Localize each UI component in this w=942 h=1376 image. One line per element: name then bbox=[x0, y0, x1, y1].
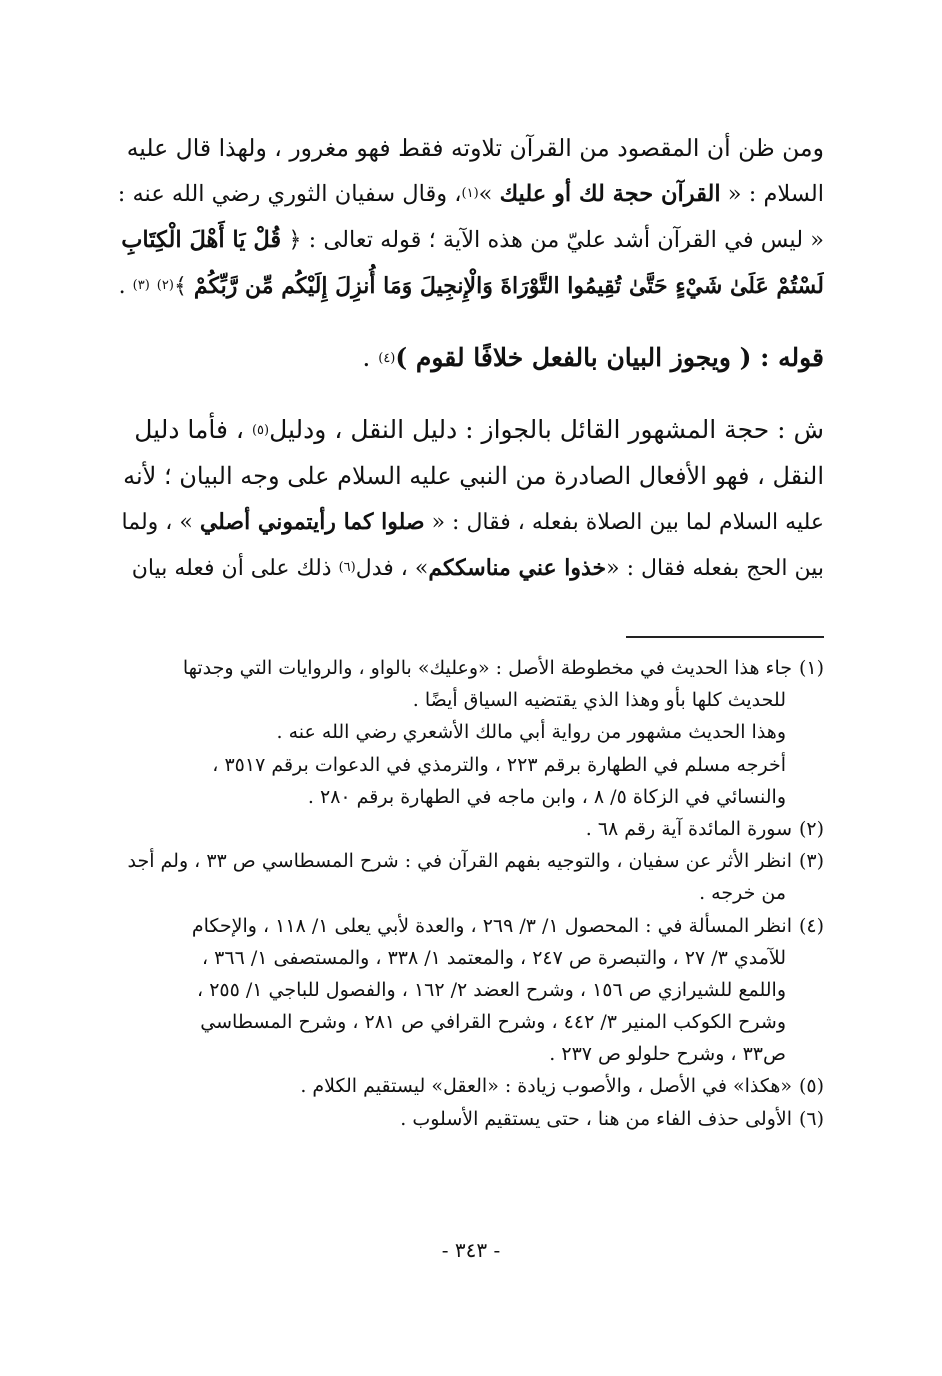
sharh-line-1-end: ، فأما دليل bbox=[134, 415, 252, 444]
qawl-end: . bbox=[362, 343, 379, 372]
sharh-line-3-start: عليه السلام لما بين الصلاة بفعله ، فقال : « bbox=[424, 510, 824, 535]
main-text bbox=[118, 125, 824, 591]
main-line-4-end: . bbox=[118, 274, 133, 299]
main-line-1 bbox=[118, 125, 824, 171]
footnote-4-line-5 bbox=[118, 1038, 824, 1070]
main-line-3 bbox=[118, 217, 824, 263]
hadith-quran-proof: القرآن حجة لك أو عليك bbox=[499, 181, 721, 207]
main-line-2-end: ، وقال سفيان الثوري رضي الله عنه : bbox=[118, 181, 462, 207]
footnote-4-text: وشرح الكوكب المنير ٣/ ٤٤٢ ، وشرح القرافي ص ٢٨١ ، وشرح المسطاسي bbox=[200, 1011, 786, 1034]
footnote-1-number: (١) bbox=[798, 657, 824, 679]
footnote-5-number: (٥) bbox=[798, 1075, 824, 1098]
footnote-1-line-3 bbox=[118, 716, 824, 748]
footnote-4-line-2 bbox=[118, 942, 824, 974]
main-line-4 bbox=[118, 263, 824, 309]
verse-bracket-close: ﴾ bbox=[173, 274, 194, 299]
sharh-line-1-start: ش : حجة المشهور القائل بالجواز : دليل النقل ، ودليل bbox=[269, 415, 824, 444]
sharh-line-4 bbox=[118, 545, 824, 591]
footnote-1-line-2 bbox=[118, 684, 824, 716]
footnote-1-text: للحديث كلها بأو وهذا الذي يقتضيه السياق أيضًا . bbox=[412, 689, 786, 712]
quran-verse-part-2: لَسْتُمْ عَلَىٰ شَيْءٍ حَتَّىٰ تُقِيمُوا التَّوْرَاةَ وَالْإِنجِيلَ وَمَا أُنزِلَ إِلَيْكُم مِّن رَّبِّكُمْ bbox=[193, 273, 824, 299]
footnote-3-number: (٣) bbox=[798, 850, 824, 873]
footnote-ref-3: (٣) bbox=[132, 278, 150, 293]
page-number: - ٣٤٣ - bbox=[441, 1238, 501, 1262]
footnote-4-text: انظر المسألة في : المحصول ١/ ٣/ ٢٦٩ ، والعدة لأبي يعلى ١/ ١١٨ ، والإحكام bbox=[191, 914, 792, 937]
qawl-text: ( ويجوز البيان بالفعل خلافًا لقوم ) bbox=[395, 343, 752, 372]
footnote-4-line-3 bbox=[118, 974, 824, 1006]
main-line-3-start: « ليس في القرآن أشد عليّ من هذه الآية ؛ قوله تعالى : ﴿ bbox=[281, 227, 824, 253]
footnote-6-line-1 bbox=[118, 1103, 824, 1135]
footnote-4-line-1 bbox=[118, 910, 824, 942]
sharh-line-4-end: ذلك على أن فعله بيان bbox=[131, 556, 339, 581]
sharh-line-3-end: » ، ولما bbox=[121, 510, 200, 535]
footnote-1-line-1 bbox=[118, 652, 824, 684]
footnote-1-text: والنسائي في الزكاة ٥/ ٨ ، وابن ماجه في الطهارة برقم ٢٨٠ . bbox=[307, 785, 786, 808]
footnote-ref-5: (٥) bbox=[251, 423, 270, 438]
sharh-line-4-mid: » ، فدل bbox=[355, 556, 429, 581]
footnote-6-number: (٦) bbox=[798, 1107, 824, 1130]
footnote-ref-2: (٢) bbox=[156, 278, 174, 293]
sharh-line-3 bbox=[118, 499, 824, 545]
main-line-2-start: السلام : « bbox=[720, 181, 824, 207]
quote-close: » bbox=[478, 181, 500, 207]
footnote-ref-1: (١) bbox=[461, 186, 479, 201]
sharh-line-1 bbox=[118, 407, 824, 453]
hadith-hajj: خذوا عني مناسككم bbox=[428, 555, 607, 581]
sharh-line-2 bbox=[118, 453, 824, 499]
sharh-line-2-text: النقل ، فهو الأفعال الصادرة من النبي عليه السلام على وجه البيان ؛ لأنه bbox=[123, 462, 824, 490]
footnotes bbox=[118, 652, 824, 1135]
footnote-2-text: سورة المائدة آية رقم ٦٨ . bbox=[585, 817, 792, 840]
footnote-1-line-5 bbox=[118, 781, 824, 813]
qawl-label: قوله : bbox=[751, 343, 824, 372]
footnote-4-number: (٤) bbox=[798, 914, 824, 937]
footnote-3-text: من خرجه . bbox=[699, 882, 786, 905]
sharh-line-4-start: بين الحج بفعله فقال : « bbox=[606, 556, 824, 581]
footnote-4-text: للآمدي ٣/ ٢٧ ، والتبصرة ص ٢٤٧ ، والمعتمد ١/ ٣٣٨ ، والمستصفى ١/ ٣٦٦ ، bbox=[202, 946, 786, 969]
footnote-1-text: أخرجه مسلم في الطهارة برقم ٢٢٣ ، والترمذي في الدعوات برقم ٣٥١٧ ، bbox=[212, 753, 786, 776]
footnote-6-text: الأولى حذف الفاء من هنا ، حتى يستقيم الأسلوب . bbox=[400, 1107, 792, 1130]
footnote-ref-6: (٦) bbox=[338, 560, 356, 575]
qawl-line bbox=[118, 335, 824, 381]
footnote-5-text: «هكذا» في الأصل ، والأصوب زيادة : «العقل» ليستقيم الكلام . bbox=[300, 1075, 792, 1098]
footnote-1-text: جاء هذا الحديث في مخطوطة الأصل : «وعليك» بالواو ، والروايات التي وجدتها bbox=[182, 657, 792, 679]
footnote-separator bbox=[626, 636, 824, 638]
footnote-3-line-2 bbox=[118, 877, 824, 909]
footnote-4-text: واللمع للشيرازي ص ١٥٦ ، وشرح العضد ٢/ ١٦٢ ، والفصول للباجي ١/ ٢٥٥ ، bbox=[197, 978, 786, 1001]
footnote-1-line-4 bbox=[118, 749, 824, 781]
paragraph-gap bbox=[118, 309, 824, 335]
hadith-prayer: صلوا كما رأيتموني أصلي bbox=[199, 509, 425, 535]
footnote-5-line-1 bbox=[118, 1070, 824, 1102]
footnote-3-line-1 bbox=[118, 845, 824, 877]
footnote-ref-4: (٤) bbox=[378, 351, 396, 366]
footnote-2-line-1 bbox=[118, 813, 824, 845]
footnote-3-text: انظر الأثر عن سفيان ، والتوجيه بفهم القرآن في : شرح المسطاسي ص ٣٣ ، ولم أجد bbox=[127, 850, 792, 873]
quran-verse-part-1: قُلْ يَا أَهْلَ الْكِتَابِ bbox=[121, 227, 282, 253]
footnote-2-number: (٢) bbox=[798, 817, 824, 840]
paragraph-gap bbox=[118, 381, 824, 407]
main-line-2 bbox=[118, 171, 824, 217]
footnote-4-text: ص٣٣ ، وشرح حلولو ص ٢٣٧ . bbox=[549, 1043, 786, 1066]
footnote-4-line-4 bbox=[118, 1006, 824, 1038]
footnote-1-text: وهذا الحديث مشهور من رواية أبي مالك الأشعري رضي الله عنه . bbox=[276, 721, 786, 744]
main-line-1-text: ومن ظن أن المقصود من القرآن تلاوته فقط فهو مغرور ، ولهذا قال عليه bbox=[126, 134, 824, 162]
